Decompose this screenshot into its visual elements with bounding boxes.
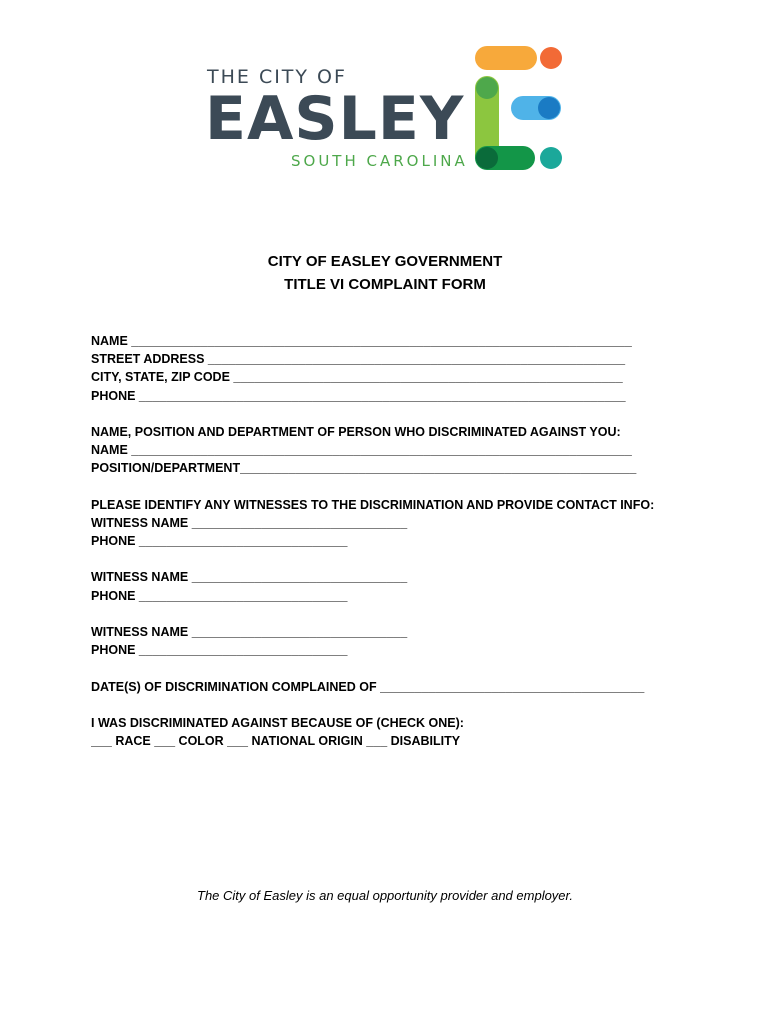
witness-3-name-field[interactable]: WITNESS NAME _______________________________ (91, 625, 408, 639)
logo-mark-dot-bottom-right (540, 147, 562, 169)
basis-options[interactable]: ___ RACE ___ COLOR ___ NATIONAL ORIGIN ___ DISABILITY (91, 734, 461, 749)
discriminator-heading: NAME, POSITION AND DEPARTMENT OF PERSON WHO DISCRIMINATED AGAINST YOU: (91, 424, 621, 439)
witnesses-heading: PLEASE IDENTIFY ANY WITNESSES TO THE DISCRIMINATION AND PROVIDE CONTACT INFO: (91, 497, 655, 512)
logo-line-2: EASLEY (205, 84, 465, 154)
witness-3-phone-field[interactable]: PHONE ______________________________ (91, 643, 348, 658)
street-address-field[interactable]: STREET ADDRESS ____________________________________________________________ (91, 352, 626, 367)
logo-line-3: SOUTH CAROLINA (291, 152, 468, 170)
equal-opportunity-statement: The City of Easley is an equal opportunity provider and employer. (197, 888, 573, 903)
discrimination-dates-field[interactable]: DATE(S) OF DISCRIMINATION COMPLAINED OF ______________________________________ (91, 679, 645, 694)
city-state-zip-field[interactable]: CITY, STATE, ZIP CODE ________________________________________________________ (91, 370, 623, 385)
logo-line-1: THE CITY OF (207, 66, 347, 88)
logo-mark-dot-top (540, 47, 562, 69)
witness-2-phone-field[interactable]: PHONE ______________________________ (91, 588, 348, 603)
witness-2-name-field[interactable]: WITNESS NAME _______________________________ (91, 570, 408, 585)
city-logo (205, 44, 567, 174)
form-title-line-1: CITY OF EASLEY GOVERNMENT (267, 253, 503, 270)
name-field[interactable]: NAME ________________________________________________________________________ (91, 334, 632, 348)
discriminator-position-field[interactable]: POSITION/DEPARTMENT_________________________________________________________ (91, 461, 637, 476)
discriminator-name-field[interactable]: NAME ________________________________________________________________________ (91, 443, 632, 458)
form-title-line-2: TITLE VI COMPLAINT FORM (284, 276, 486, 293)
basis-heading: I WAS DISCRIMINATED AGAINST BECAUSE OF (CHECK ONE): (91, 715, 464, 730)
phone-field[interactable]: PHONE ______________________________________________________________________ (91, 388, 626, 403)
witness-1-name-field[interactable]: WITNESS NAME _______________________________ (91, 515, 408, 530)
witness-1-phone-field[interactable]: PHONE ______________________________ (91, 534, 348, 549)
logo-mark-dot-bottom-left (476, 147, 498, 169)
complaint-form (91, 332, 661, 750)
logo-mark-dot-vertical (476, 77, 498, 99)
logo-mark-bar-top (475, 46, 537, 70)
easley-e-logo-icon (471, 44, 567, 172)
logo-mark-dot-middle (538, 97, 560, 119)
